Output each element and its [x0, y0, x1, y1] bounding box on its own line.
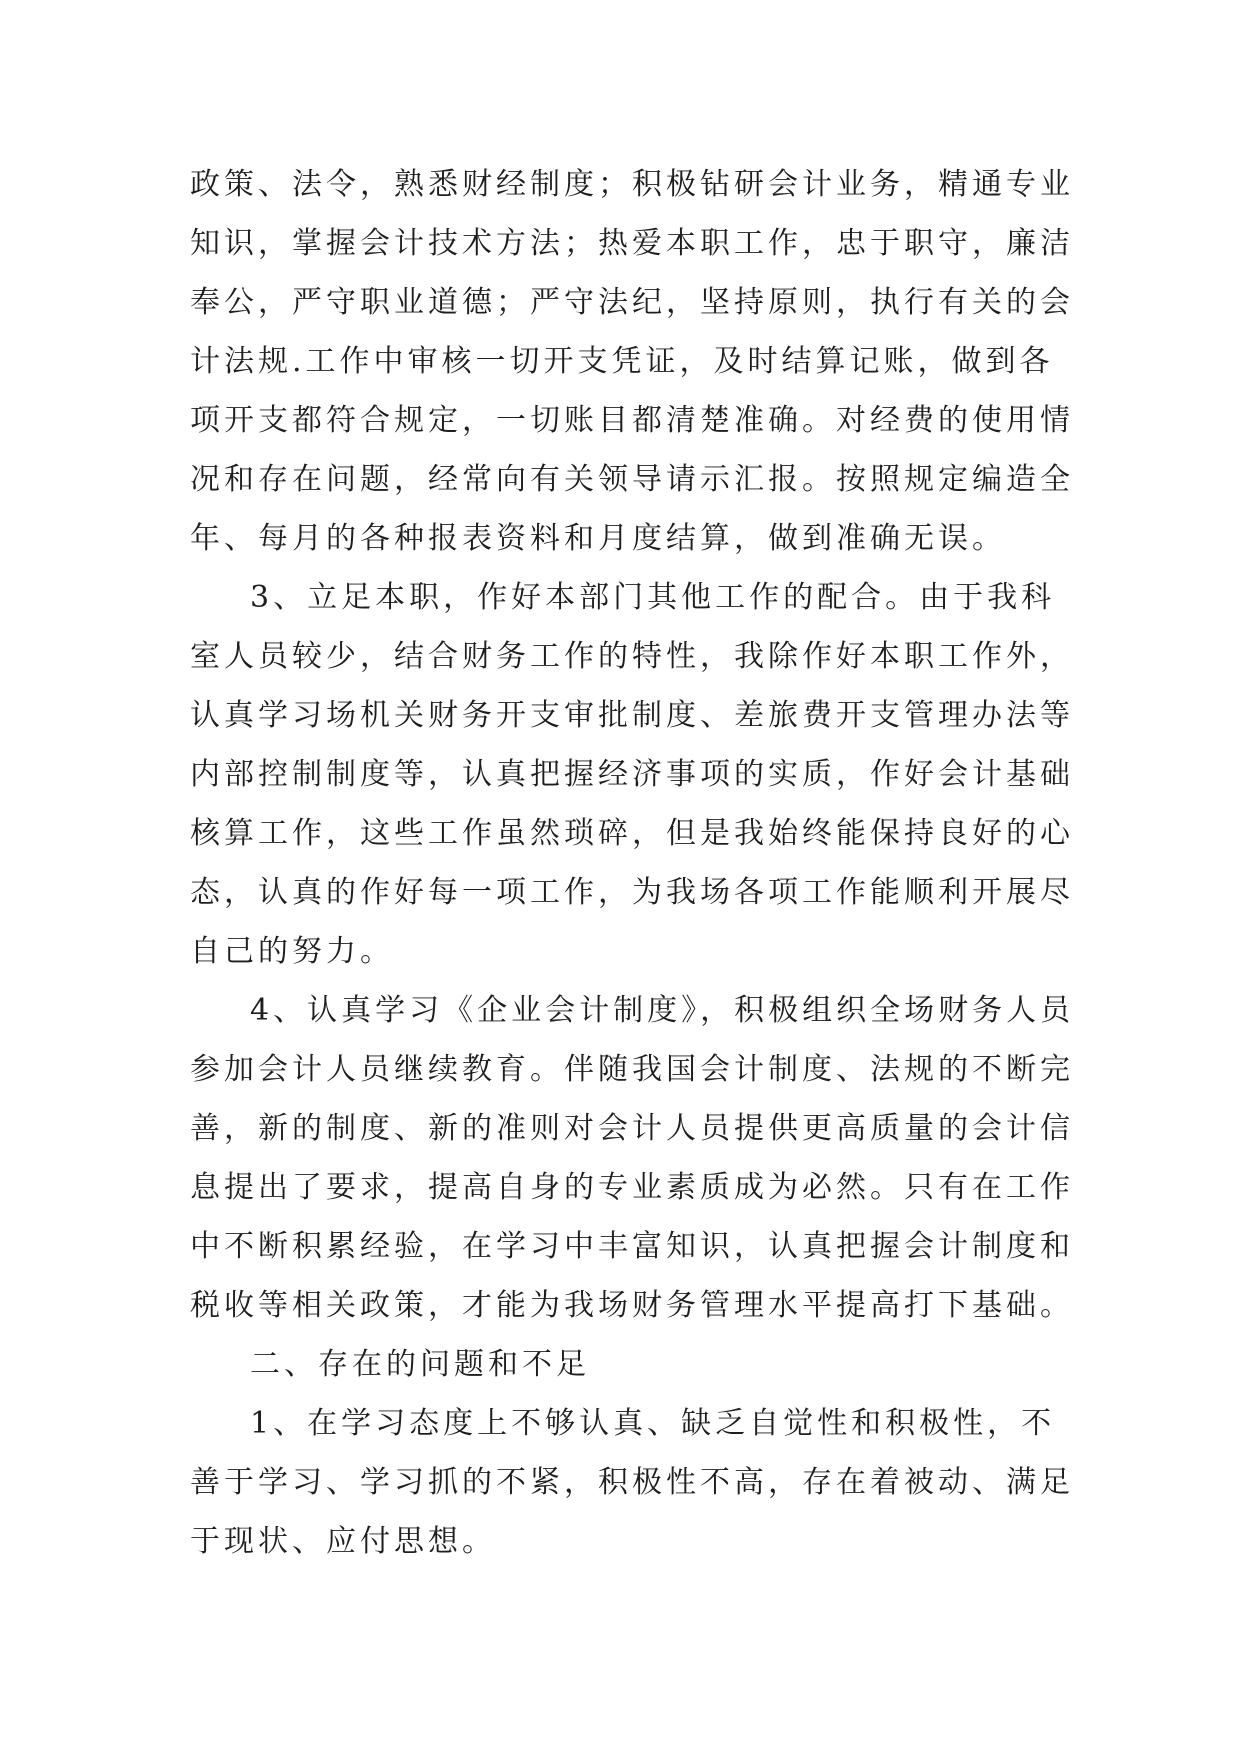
body-line: 项开支都符合规定，一切账目都清楚准确。对经费的使用情 — [190, 403, 1074, 438]
body-line: 奉公，严守职业道德；严守法纪，坚持原则，执行有关的会 — [190, 285, 1074, 320]
body-line: 认真学习场机关财务开支审批制度、差旅费开支管理办法等 — [190, 698, 1074, 733]
body-line: 参加会计人员继续教育。伴随我国会计制度、法规的不断完 — [190, 1052, 1074, 1087]
body-line: 知识，掌握会计技术方法；热爱本职工作，忠于职守，廉洁 — [190, 226, 1074, 261]
body-line: 核算工作，这些工作虽然琐碎，但是我始终能保持良好的心 — [190, 816, 1074, 851]
body-line: 自己的努力。 — [190, 934, 394, 969]
body-line: 内部控制制度等，认真把握经济事项的实质，作好会计基础 — [190, 757, 1074, 792]
body-line: 善，新的制度、新的准则对会计人员提供更高质量的会计信 — [190, 1111, 1074, 1146]
paragraph-4-first-line: 4、认真学习《企业会计制度》，积极组织全场财务人员 — [250, 993, 1075, 1028]
body-line: 息提出了要求，提高自身的专业素质成为必然。只有在工作 — [190, 1170, 1074, 1205]
body-line: 税收等相关政策，才能为我场财务管理水平提高打下基础。 — [190, 1288, 1074, 1323]
body-line: 于现状、应付思想。 — [190, 1524, 496, 1559]
body-line: 况和存在问题，经常向有关领导请示汇报。按照规定编造全 — [190, 462, 1074, 497]
body-line: 政策、法令，熟悉财经制度；积极钻研会计业务，精通专业 — [190, 167, 1074, 202]
body-line: 计法规.工作中审核一切开支凭证，及时结算记账，做到各 — [190, 344, 1054, 379]
body-line: 中不断积累经验，在学习中丰富知识，认真把握会计制度和 — [190, 1229, 1074, 1264]
section-item-1-first-line: 1、在学习态度上不够认真、缺乏自觉性和积极性，不 — [250, 1406, 1056, 1441]
section-heading: 二、存在的问题和不足 — [250, 1347, 590, 1382]
body-line: 善于学习、学习抓的不紧，积极性不高，存在着被动、满足 — [190, 1465, 1074, 1500]
body-line: 年、每月的各种报表资料和月度结算，做到准确无误。 — [190, 521, 1006, 556]
body-line: 室人员较少，结合财务工作的特性，我除作好本职工作外， — [190, 639, 1074, 674]
paragraph-3-first-line: 3、立足本职，作好本部门其他工作的配合。由于我科 — [250, 580, 1056, 615]
body-line: 态，认真的作好每一项工作，为我场各项工作能顺利开展尽 — [190, 875, 1074, 910]
document-body — [190, 155, 1075, 1571]
